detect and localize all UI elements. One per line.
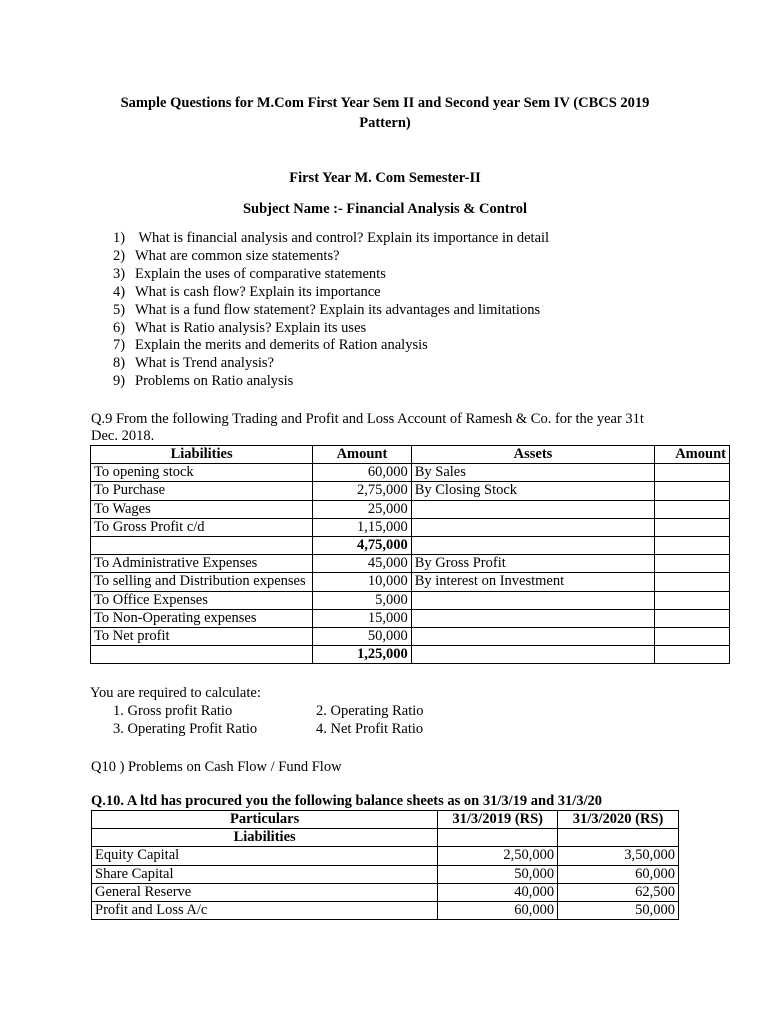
title-line-1: Sample Questions for M.Com First Year Sem II and Second year Sem IV (CBCS 2019: [120, 95, 650, 111]
table-row: To Non-Operating expenses 15,000: [91, 609, 730, 627]
list-item: 3) Explain the uses of comparative statements: [113, 265, 386, 282]
table-row: To selling and Distribution expenses 10,000 By interest on Investment: [91, 573, 730, 591]
table-row: To Administrative Expenses 45,000 By Gross Profit: [91, 555, 730, 573]
table-row: To opening stock 60,000 By Sales: [91, 464, 730, 482]
table-row: General Reserve 40,000 62,500: [92, 883, 679, 901]
q9-text: Q.9 From the following Trading and Profit and Loss Account of Ramesh & Co. for the year 31t Dec. 2018.: [91, 411, 644, 444]
table-row: To Gross Profit c/d 1,15,000: [91, 518, 730, 536]
document-title: [40, 93, 730, 133]
subject-heading: Subject Name :- Financial Analysis & Control: [242, 201, 528, 217]
calc-list-left: [113, 703, 257, 738]
q10-heading: Q.10. A ltd has procured you the following balance sheets as on 31/3/19 and 31/3/20: [91, 793, 603, 809]
list-item: 2) What are common size statements?: [113, 247, 340, 264]
required-text: You are required to calculate:: [90, 685, 261, 701]
trading-account-table: [90, 445, 730, 664]
q10-intro: Q10 ) Problems on Cash Flow / Fund Flow: [91, 759, 342, 775]
list-item: 3. Operating Profit Ratio: [113, 720, 258, 737]
list-item: 4. Net Profit Ratio: [316, 720, 424, 737]
list-item: 8) What is Trend analysis?: [113, 355, 274, 372]
table-row: To Office Expenses 5,000: [91, 591, 730, 609]
list-item: 6) What is Ratio analysis? Explain its uses: [113, 319, 367, 336]
question-list: [113, 230, 549, 391]
table-section-row: Liabilities: [92, 829, 679, 847]
list-item: 1) What is financial analysis and control? Explain its importance in detail: [113, 230, 550, 246]
table-total-row: 1,25,000: [91, 646, 730, 664]
balance-sheet-table: [91, 810, 679, 920]
table-row: To Wages 25,000: [91, 500, 730, 518]
calc-list-right: [316, 703, 424, 738]
table-header-row: Particulars 31/3/2019 (RS) 31/3/2020 (RS): [92, 811, 679, 829]
list-item: 1. Gross profit Ratio: [113, 703, 233, 719]
table-row: To Net profit 50,000: [91, 628, 730, 646]
list-item: 2. Operating Ratio: [316, 703, 424, 719]
title-line-2: Pattern): [359, 115, 411, 131]
table-total-row: 4,75,000: [91, 537, 730, 555]
list-item: 9) Problems on Ratio analysis: [113, 373, 294, 390]
list-item: 7) Explain the merits and demerits of Ration analysis: [113, 337, 428, 354]
table-header-row: Liabilities Amount Assets Amount: [91, 446, 730, 464]
list-item: 4) What is cash flow? Explain its importance: [113, 283, 381, 300]
table-row: Equity Capital 2,50,000 3,50,000: [92, 847, 679, 865]
semester-heading: First Year M. Com Semester-II: [289, 170, 481, 186]
table-row: Share Capital 50,000 60,000: [92, 865, 679, 883]
table-row: To Purchase 2,75,000 By Closing Stock: [91, 482, 730, 500]
table-row: Profit and Loss A/c 60,000 50,000: [92, 902, 679, 920]
list-item: 5) What is a fund flow statement? Explain its advantages and limitations: [113, 301, 541, 318]
